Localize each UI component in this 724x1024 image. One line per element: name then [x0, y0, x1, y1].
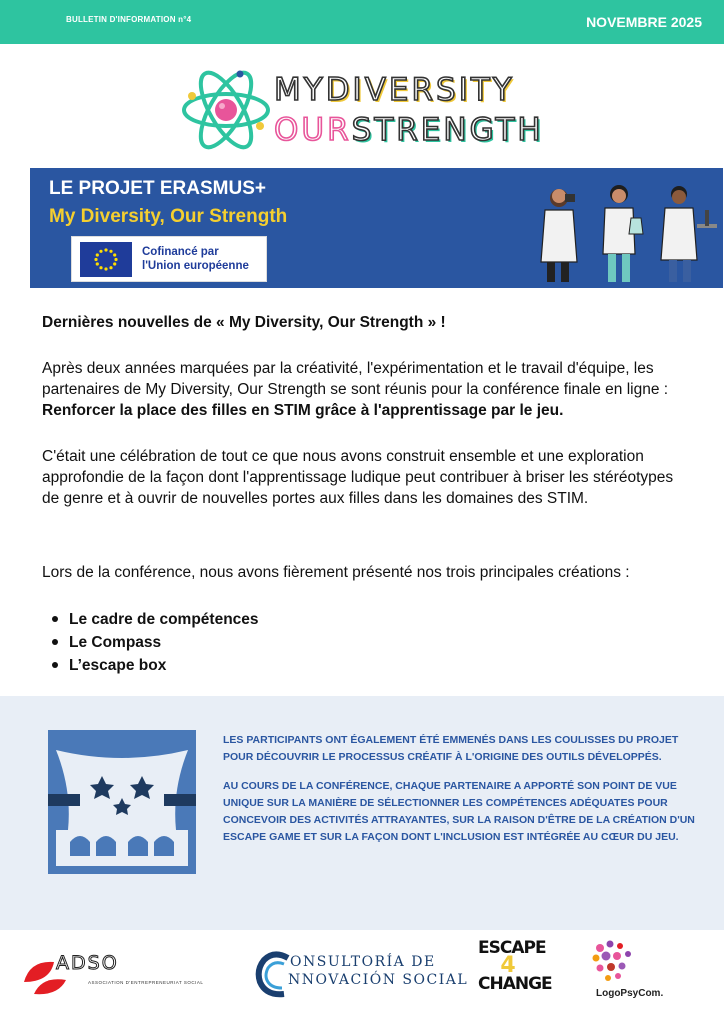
scientists-illustration-icon [519, 174, 719, 286]
theater-stage-icon [48, 730, 196, 874]
logo-line-2 [274, 112, 544, 148]
panel-paragraph-1: LES PARTICIPANTS ONT ÉGALEMENT ÉTÉ EMMENÉS DANS LES COULISSES DU PROJET POUR DÉCOUVRIR LE PROCESSUS CRÉATIF À L'ORIGINE DES OUTILS DÉVELOPPÉS. [223, 734, 679, 763]
adso-logo [22, 952, 204, 1001]
consultoria-logo [254, 950, 469, 1003]
project-banner [30, 168, 723, 288]
conference-title: Renforcer la place des filles en STIM grâce à l'apprentissage par le jeu. [42, 402, 564, 419]
panel-paragraph-2: AU COURS DE LA CONFÉRENCE, CHAQUE PARTENAIRE A APPORTÉ SON POINT DE VUE UNIQUE SUR LA MANIÈRE DE SÉLECTIONNER LES COMPÉTENCES ADÉQUATES POUR CONCEVOIR DES ACTIVITÉS ATTRAYANTES, SUR LA RAISON D'ÊTRE DE LA CRÉATION D'UN ESCAPE GAME ET SUR LA FAÇON DONT L'INCLUSION EST INTÉGRÉE AU CŒUR DU JEU. [223, 780, 695, 843]
adso-subtitle: ASSOCIATION D'ENTREPRENEURIAT SOCIAL [88, 980, 204, 985]
logo-word-strength: STRENGTH [351, 112, 544, 148]
partner-logos [0, 930, 724, 1024]
creations-list [42, 608, 259, 677]
panel-text [223, 732, 703, 846]
adso-name: ADSO [56, 952, 119, 974]
consultoria-line-2: NNOVACIÓN SOCIAL [288, 972, 469, 988]
paragraph-celebration: C'était une célébration de tout ce que nous avons construit ensemble et une exploration approfondie de la façon dont l'apprentissage ludique peut contribuer à briser les stéréotypes de genre et à ouvrir de nouvelles portes aux filles dans les domaines des STIM. [42, 448, 674, 507]
info-panel [0, 696, 724, 930]
eu-cofunded-badge [71, 236, 267, 282]
eu-cofunded-text: Cofinancé par l'Union européenne [142, 246, 249, 272]
logopsycom-dots-icon [590, 938, 638, 986]
list-item: Le Compass [42, 631, 259, 654]
atom-icon [180, 64, 274, 156]
paragraph-creations: Lors de la conférence, nous avons fièrement présenté nos trois principales créations : [42, 564, 630, 581]
logopsycom-logo [590, 938, 664, 999]
escape4change-logo: ESCAPE 4 CHANGE [478, 938, 552, 994]
logopsycom-name: LogoPsyCom. [596, 988, 664, 999]
banner-title: LE PROJET ERASMUS+ [49, 178, 266, 199]
bulletin-date: NOVEMBRE 2025 [586, 14, 702, 30]
paragraph-intro: Après deux années marquées par la créativité, l'expérimentation et le travail d'équipe, les partenaires de My Diversity, Our Strength se sont réunis pour la conférence finale en ligne : Renforcer la place des filles en STIM grâce à l'apprentissage par le jeu. [42, 360, 669, 419]
logo-line-1 [274, 72, 515, 108]
logo-word-our: OUR [274, 112, 352, 148]
bulletin-number: BULLETIN D'INFORMATION n°4 [66, 15, 192, 24]
list-item: L’escape box [42, 654, 259, 677]
consultoria-line-1: ONSULTORÍA DE [290, 954, 436, 970]
banner-subtitle: My Diversity, Our Strength [49, 206, 288, 227]
list-item: Le cadre de compétences [42, 608, 259, 631]
project-logo [180, 64, 560, 156]
eu-flag-icon [80, 242, 132, 277]
logo-word-diversity: DIVERSITY [325, 72, 515, 108]
top-bar [0, 0, 724, 44]
logo-word-my: MY [274, 72, 326, 108]
article-heading: Dernières nouvelles de « My Diversity, Our Strength » ! [42, 314, 446, 331]
